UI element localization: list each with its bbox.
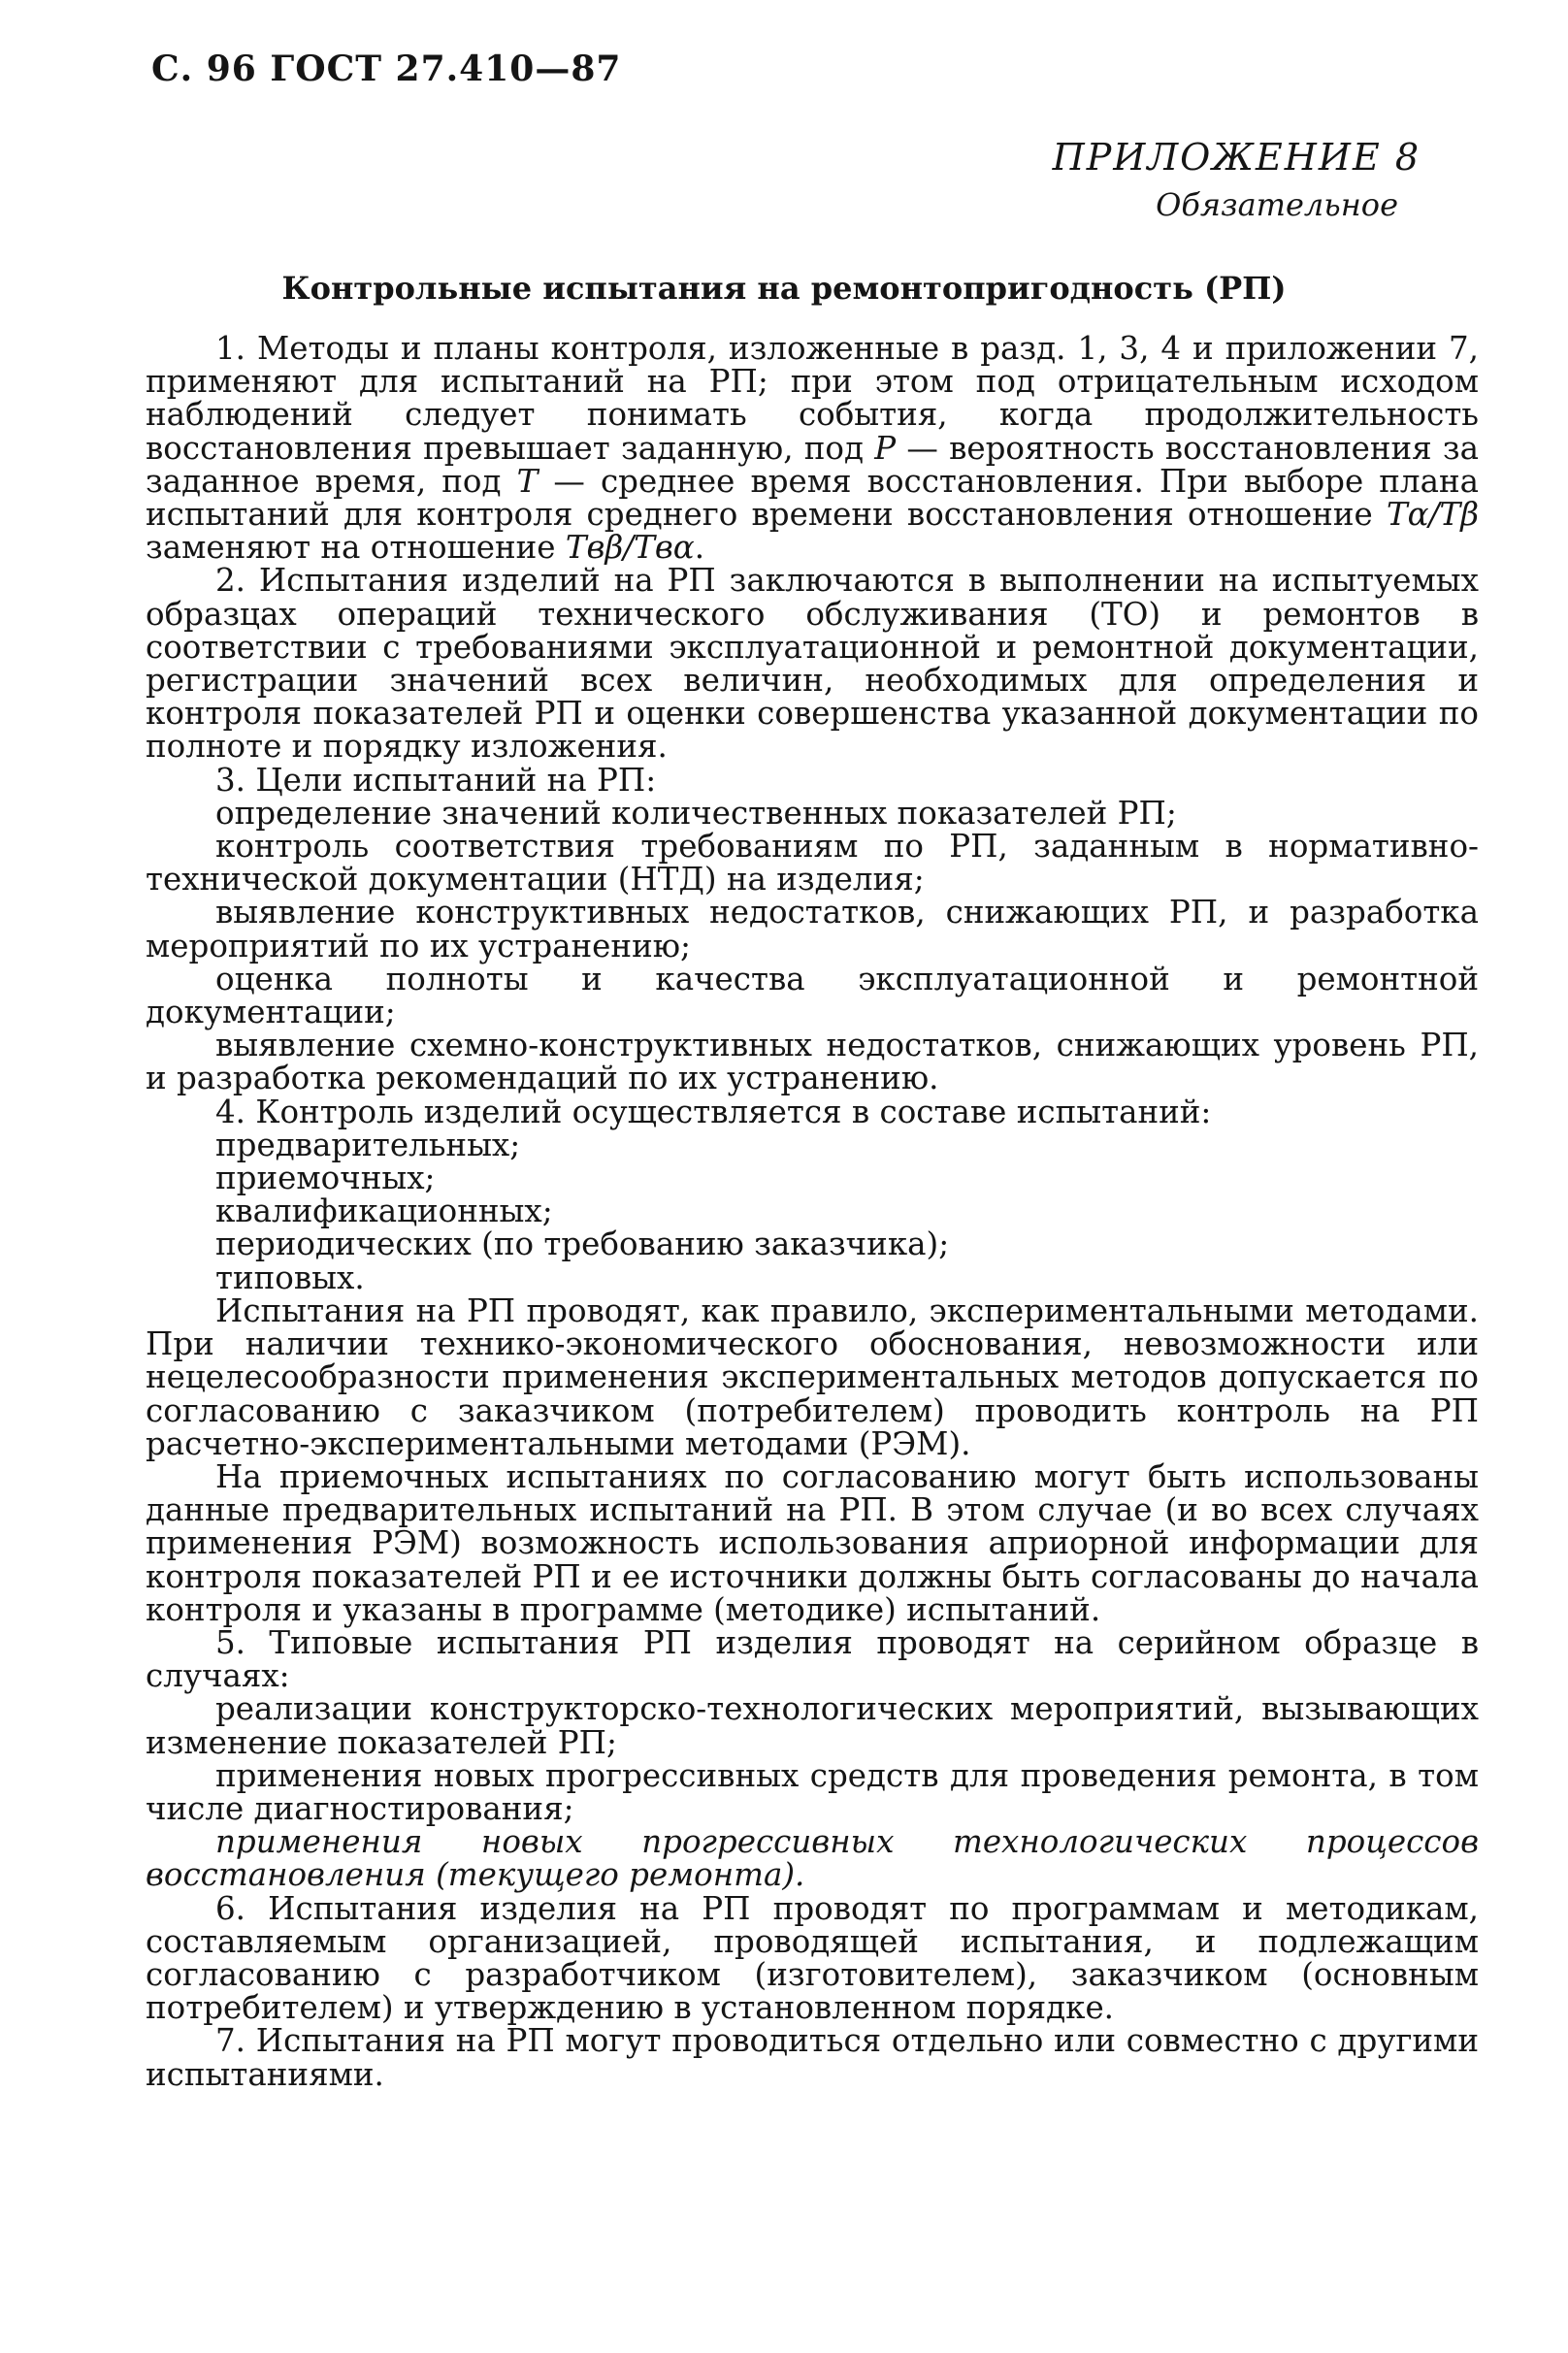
paragraph-1-text-c: — среднее время восстановления. При выборе плана испытаний для контроля среднего времени восстановления отношение [146,462,1479,534]
list-item: квалификационных; [215,1193,553,1230]
list-item: оценка полноты и качества эксплуатационной и ремонтной документации; [146,960,1479,1031]
list-item: контроль соответствия требованиям по РП, заданным в нормативно-технической документации (НТД) на изделия; [146,828,1479,899]
list-item: выявление конструктивных недостатков, снижающих РП, и разработка мероприятий по их устранению; [146,894,1479,964]
document-title: Контрольные испытания на ремонтопригодность (РП) [281,270,1287,307]
ratio-tv-beta-tv-alpha: Tвβ/Tвα [565,529,695,567]
paragraph-1-text-b: — вероятность восстановления за заданное время, под [146,429,1479,500]
ratio-t-alpha-t-beta: Tα/Tβ [1386,496,1479,534]
page-header: С. 96 ГОСТ 27.410—87 [151,49,622,89]
list-item: предварительных; [215,1126,521,1163]
paragraph-1-text-d: заменяют на отношение [146,529,566,567]
paragraph-1 [146,330,1479,567]
document-body [146,332,1479,2091]
list-item: периодических (по требованию заказчика); [215,1226,950,1263]
list-item: выявление схемно-конструктивных недостатков, снижающих уровень РП, и разработка рекомендаций по их устранению. [146,1027,1479,1097]
paragraph-3-heading: 3. Цели испытаний на РП: [215,761,657,799]
list-item: определение значений количественных показателей РП; [215,794,1177,832]
list-item: применения новых прогрессивных средств для проведения ремонта, в том числе диагностирования; [146,1756,1479,1827]
paragraph-1-text-e: . [694,529,705,567]
paragraph-4-acceptance: На приемочных испытаниях по согласованию могут быть использованы данные предварительных испытаний на РП. В этом случае (и во всех случаях применения РЭМ) возможность использования априорной информации для контроля показателей РП и ее источники должны быть согласованы до начала контроля и указаны в программе (методике) испытаний. [146,1457,1479,1628]
appendix-label: ПРИЛОЖЕНИЕ 8 [1052,136,1421,179]
paragraph-4-methods: Испытания на РП проводят, как правило, экспериментальными методами. При наличии технико-экономического обоснования, невозможности или нецелесообразности применения экспериментальных методов допускается по согласованию с заказчиком (потребителем) проводить контроль на РП расчетно-экспериментальными методами (РЭМ). [146,1291,1479,1462]
paragraph-7: 7. Испытания на РП могут проводиться отдельно или совместно с другими испытаниями. [146,2022,1479,2093]
appendix-status: Обязательное [1156,186,1398,223]
paragraph-1-text-a: 1. Методы и планы контроля, изложенные в разд. 1, 3, 4 и приложении 7, применяют для испытаний на РП; при этом под отрицательным исходом наблюдений следует понимать события, когда продолжительность восстановления превышает заданную, под [146,330,1479,467]
paragraph-2: 2. Испытания изделий на РП заключаются в выполнении на испытуемых образцах операций технического обслуживания (ТО) и ремонтов в соответствии с требованиями эксплуатационной и ремонтной документации, регистрации значений всех величин, необходимых для определения и контроля показателей РП и оценки совершенства указанной документации по полноте и порядку изложения. [146,562,1479,766]
symbol-t: T [516,462,539,500]
symbol-p: P [874,429,897,467]
paragraph-5-heading: 5. Типовые испытания РП изделия проводят на серийном образце в случаях: [146,1623,1479,1695]
list-item: применения новых прогрессивных технологических процессов восстановления (текущего ремонта). [146,1823,1479,1894]
list-item: реализации конструкторско-технологических мероприятий, вызывающих изменение показателей РП; [146,1690,1479,1761]
list-item: типовых. [215,1258,365,1296]
list-item: приемочных; [215,1160,436,1197]
paragraph-4-heading: 4. Контроль изделий осуществляется в составе испытаний: [215,1093,1212,1130]
paragraph-6: 6. Испытания изделия на РП проводят по программам и методикам, составляемым организацией, проводящей испытания, и подлежащим согласованию с разработчиком (изготовителем), заказчиком (основным потребителем) и утверждению в установленном порядке. [146,1889,1479,2027]
